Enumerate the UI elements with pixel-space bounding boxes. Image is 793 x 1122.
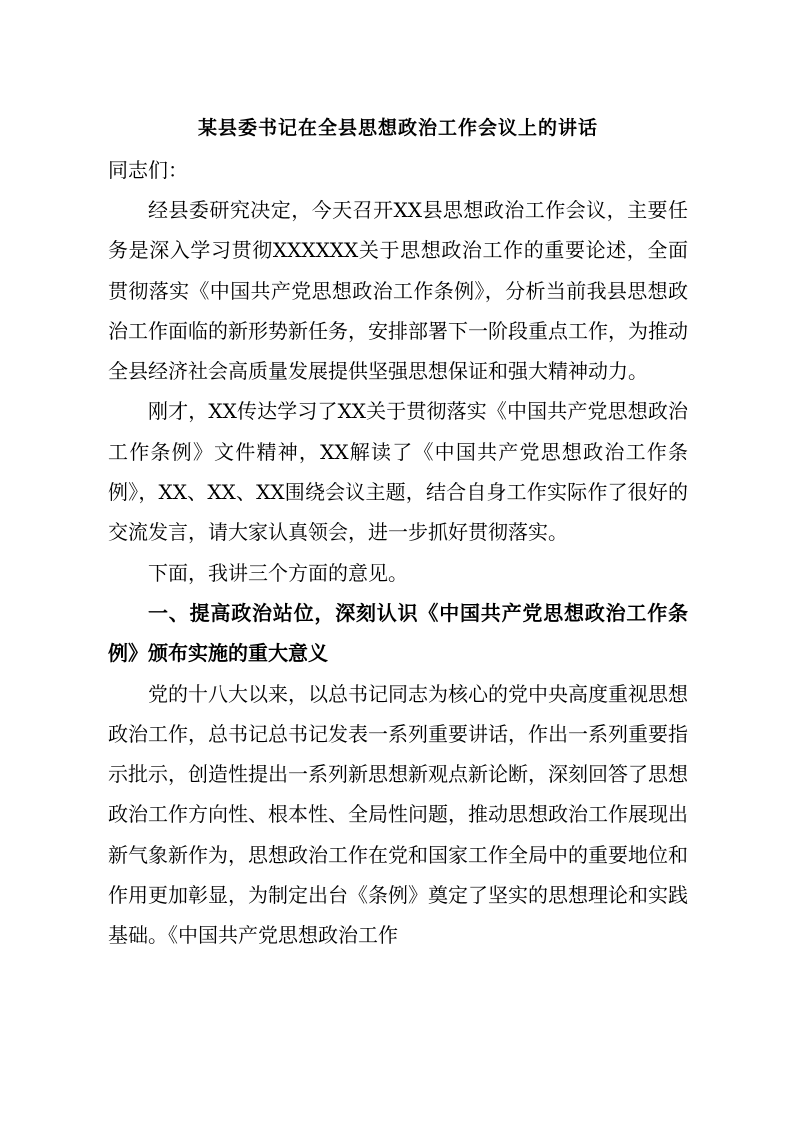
paragraph-intro: 经县委研究决定，今天召开XX县思想政治工作会议，主要任务是深入学习贯彻XXXXXX关于思想政治工作的重要论述，全面贯彻落实《中国共产党思想政治工作条例》，分析当前我县思想政治工作面临的新形势新任务，安排部署下一阶段重点工作，为推动全县经济社会高质量发展提供坚强思想保证和强大精神动力。 [108,198,688,384]
document-page [108,0,688,1122]
salutation: 同志们： [108,158,188,182]
document-body [108,150,688,956]
document-title: 某县委书记在全县思想政治工作会议上的讲话 [197,117,598,139]
section-heading-1: 一、提高政治站位，深刻认识《中国共产党思想政治工作条例》颁布实施的重大意义 [108,600,688,666]
paragraph-recap: 刚才，XX传达学习了XX关于贯彻落实《中国共产党思想政治工作条例》文件精神，XX解读了《中国共产党思想政治工作条例》，XX、XX、XX围绕会议主题，结合自身工作实际作了很好的交流发言，请大家认真领会，进一步抓好贯彻落实。 [108,399,688,545]
section-1-paragraph: 党的十八大以来，以总书记同志为核心的党中央高度重视思想政治工作，总书记总书记发表一系列重要讲话，作出一系列重要指示批示，创造性提出一系列新思想新观点新论断，深刻回答了思想政治工作方向性、根本性、全局性问题，推动思想政治工作展现出新气象新作为，思想政治工作在党和国家工作全局中的重要地位和作用更加彰显，为制定出台《条例》奠定了坚实的思想理论和实践基础。《中国共产党思想政治工作 [108,681,688,948]
paragraph-outline: 下面，我讲三个方面的意见。 [148,560,408,585]
